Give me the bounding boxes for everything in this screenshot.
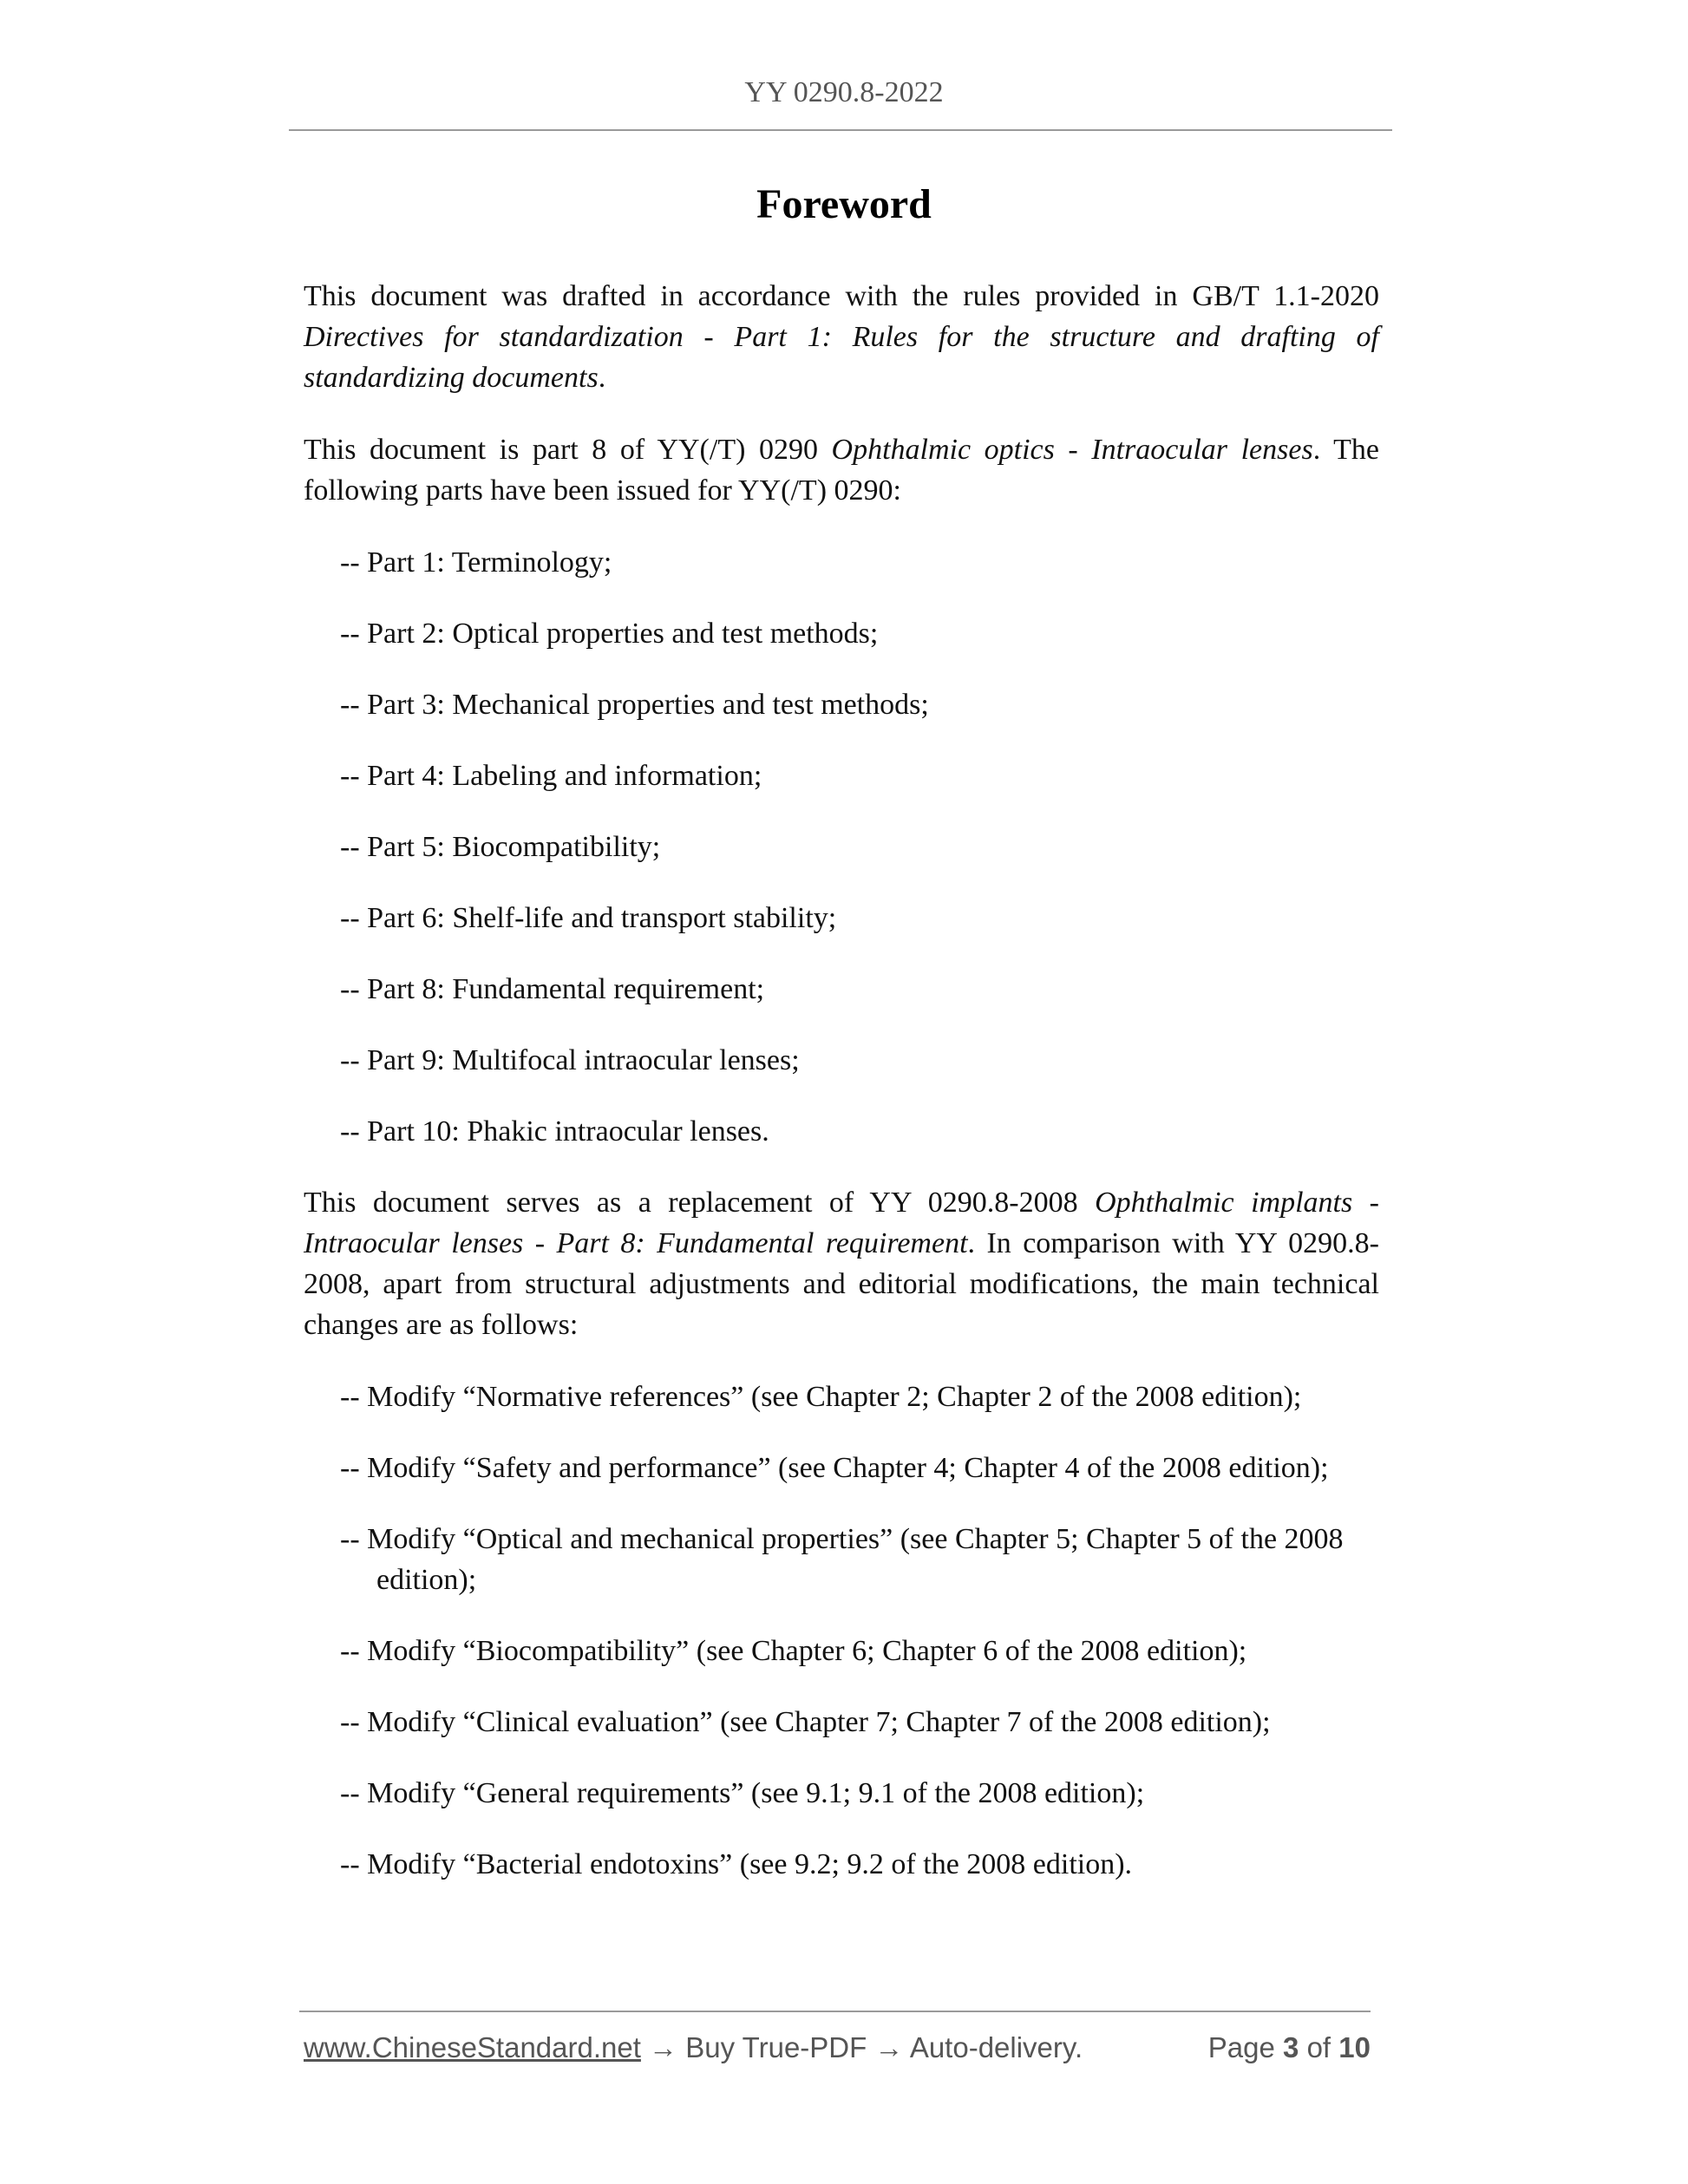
paragraph-text: . The following parts have been issued for YY(/T) 0290: bbox=[304, 434, 1379, 507]
footer-promo bbox=[304, 2031, 1083, 2064]
footer-divider bbox=[299, 2011, 1371, 2012]
list-item: -- Modify “Safety and performance” (see Chapter 4; Chapter 4 of the 2008 edition); bbox=[340, 1452, 1329, 1484]
header-divider bbox=[289, 129, 1392, 131]
paragraph-replacement bbox=[304, 1182, 1379, 1345]
footer-tagline: → Buy True-PDF → Auto-delivery. bbox=[640, 2031, 1083, 2063]
list-item: -- Part 9: Multifocal intraocular lenses; bbox=[340, 1044, 800, 1076]
list-item: -- Modify “Bacterial endotoxins” (see 9.2; 9.2 of the 2008 edition). bbox=[340, 1848, 1133, 1880]
list-item: -- Part 4: Labeling and information; bbox=[340, 760, 762, 792]
paragraph-text: This document is part 8 of YY(/T) 0290 bbox=[304, 434, 832, 466]
paragraph-italic-title: Ophthalmic optics - Intraocular lenses bbox=[831, 434, 1313, 466]
list-item: -- Modify “Biocompatibility” (see Chapter 6; Chapter 6 of the 2008 edition); bbox=[340, 1635, 1247, 1667]
list-item: -- Modify “Optical and mechanical properties” (see Chapter 5; Chapter 5 of the 2008 edition); bbox=[340, 1523, 1344, 1596]
list-item: -- Part 3: Mechanical properties and test methods; bbox=[340, 689, 929, 721]
paragraph-text: . bbox=[598, 362, 606, 394]
paragraph-series-parts bbox=[304, 429, 1379, 511]
list-item: -- Part 2: Optical properties and test methods; bbox=[340, 618, 879, 650]
paragraph-drafting-rules bbox=[304, 276, 1379, 398]
list-item: -- Part 6: Shelf-life and transport stability; bbox=[340, 902, 837, 934]
page-number: Page 3 of 10 bbox=[1207, 2031, 1371, 2063]
list-item: -- Modify “General requirements” (see 9.1; 9.1 of the 2008 edition); bbox=[340, 1777, 1145, 1809]
document-body bbox=[304, 276, 1379, 1915]
page-title: Foreword bbox=[756, 181, 932, 227]
paragraph-text: This document serves as a replacement of YY 0290.8-2008 bbox=[304, 1187, 1096, 1219]
list-item: -- Part 5: Biocompatibility; bbox=[340, 831, 661, 863]
page-footer bbox=[304, 2031, 1371, 2064]
changes-list bbox=[304, 1376, 1379, 1885]
website-link[interactable]: www.ChineseStandard.net bbox=[304, 2031, 641, 2063]
list-item: -- Part 8: Fundamental requirement; bbox=[340, 973, 765, 1005]
list-item: -- Part 1: Terminology; bbox=[340, 546, 612, 579]
paragraph-text: This document was drafted in accordance with the rules provided in GB/T 1.1-2020 bbox=[304, 280, 1379, 312]
list-item: -- Part 10: Phakic intraocular lenses. bbox=[340, 1115, 769, 1148]
paragraph-italic-title: Ophthalmic implants - Intraocular lenses - Part 8: Fundamental requirement bbox=[304, 1187, 1380, 1259]
page-current: 3 bbox=[1283, 2031, 1299, 2063]
paragraph-text: . In comparison with YY 0290.8-2008, apart from structural adjustments and editorial modifications, the main technical changes are as follows: bbox=[304, 1227, 1379, 1341]
list-item: -- Modify “Clinical evaluation” (see Chapter 7; Chapter 7 of the 2008 edition); bbox=[340, 1706, 1271, 1738]
paragraph-italic-title: Directives for standardization - Part 1: Rules for the structure and drafting of standardizing documents bbox=[304, 321, 1379, 394]
running-header: YY 0290.8-2022 bbox=[744, 76, 944, 108]
parts-list bbox=[304, 542, 1379, 1152]
list-item: -- Modify “Normative references” (see Chapter 2; Chapter 2 of the 2008 edition); bbox=[340, 1381, 1302, 1413]
page-total: 10 bbox=[1338, 2031, 1371, 2063]
